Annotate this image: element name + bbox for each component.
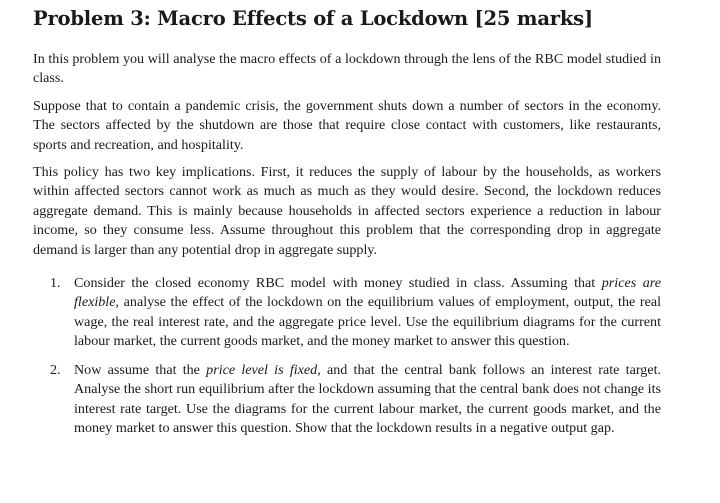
question-list [33, 274, 661, 438]
problem-title: Problem 3: Macro Effects of a Lockdown [25 marks] [33, 7, 593, 30]
question-text-after: , analyse the effect of the lockdown on the equilibrium values of employment, output, the real wage, the real interest rate, and the aggregate price level. Use the equilibrium diagrams for the current labour market, the current goods market, and the money market to answer this question. [74, 294, 661, 350]
question-emphasis: prices are flexible [74, 275, 661, 311]
implications-paragraph: This policy has two key implications. First, it reduces the supply of labour by the households, as workers within affected sectors cannot work as much as much as they would desire. Second, the lockdown reduces aggregate demand. This is mainly because households in affected sectors experience a reduction in labour income, so they consume less. Assume throughout this problem that the corresponding drop in aggregate demand is larger than any potential drop in aggregate supply. [33, 164, 661, 258]
question-text-after: , and that the central bank follows an interest rate target. Analyse the short run equilibrium after the lockdown assuming that the central bank does not change its interest rate target. Use the diagrams for the current labour market, the current goods market, and the money market to answer this question. Show that the lockdown results in a negative output gap. [74, 361, 662, 436]
scenario-paragraph: Suppose that to contain a pandemic crisis, the government shuts down a number of sectors in the economy. The sectors affected by the shutdown are those that require close contact with customers, like restaurants, sports and recreation, and hospitality. [33, 97, 661, 153]
question-text-before: Consider the closed economy RBC model with money studied in class. Assuming that [74, 275, 602, 292]
question-text-before: Now assume that the [74, 361, 207, 378]
document-page [33, 6, 661, 447]
question-item-2 [33, 361, 661, 439]
intro-paragraph: In this problem you will analyse the macro effects of a lockdown through the lens of the RBC model studied in class. [33, 51, 661, 87]
question-number: 1. [50, 275, 61, 292]
question-number: 2. [50, 361, 61, 378]
question-item-1 [33, 274, 661, 352]
question-emphasis: price level is fixed [206, 361, 318, 378]
